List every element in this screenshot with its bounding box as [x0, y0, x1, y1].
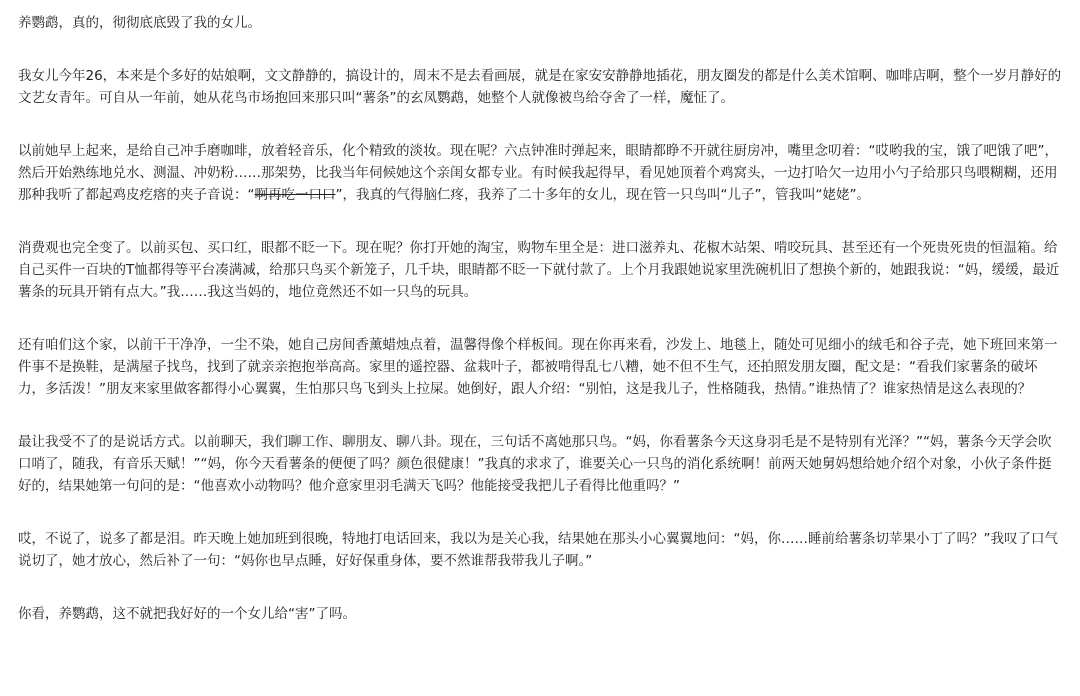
paragraph-phone-call: 哎，不说了，说多了都是泪。昨天晚上她加班到很晚，特地打电话回来，我以为是关心我，结果她在那头小心翼翼地问：“妈，你……睡前给薯条切苹果小丁了吗？”我叹了口气说切了，她才放心，然后补了一句：“妈你也早点睡，好好保重身体，要不然谁帮我带我儿子啊。” — [18, 531, 1058, 569]
paragraph-morning-routine-after: ”，我真的气得脑仁疼，我养了二十多年的女儿，现在管一只鸟叫“儿子”，管我叫“姥姥”。 — [335, 187, 870, 203]
paragraph-conversation: 最让我受不了的是说话方式。以前聊天，我们聊工作、聊朋友、聊八卦。现在，三句话不离她那只鸟。“妈，你看薯条今天这身羽毛是不是特别有光泽？”“妈，薯条今天学会吹口哨了，随我，有音乐天赋！”“妈，你今天看薯条的便便了吗？颜色很健康！”我真的求求了，谁要关心一只鸟的消化系统啊！前两天她舅妈想给她介绍个对象，小伙子条件挺好的，结果她第一句问的是：“他喜欢小动物吗？他介意家里羽毛满天飞吗？他能接受我把儿子看得比他重吗？” — [18, 434, 1052, 494]
article-body — [18, 12, 1064, 657]
struck-text: 啊再吃一口口 — [254, 187, 336, 203]
paragraph-household: 还有咱们这个家，以前干干净净，一尘不染，她自己房间香薰蜡烛点着，温馨得像个样板间。现在你再来看，沙发上、地毯上，随处可见细小的绒毛和谷子壳，她下班回来第一件事不是换鞋，是满屋子找鸟，找到了就亲亲抱抱举高高。家里的遥控器、盆栽叶子，都被啃得乱七八糟，她不但不生气，还拍照发朋友圈，配文是：“看我们家薯条的破坏力，多活泼！”朋友来家里做客都得小心翼翼，生怕那只鸟飞到头上拉屎。她倒好，跟人介绍：“别怕，这是我儿子，性格随我，热情。”谁热情了？谁家热情是这么表现的？ — [18, 337, 1058, 397]
paragraph-daughter-background: 我女儿今年26，本来是个多好的姑娘啊，文文静静的，搞设计的，周末不是去看画展，就是在家安安静静地插花，朋友圈发的都是什么美术馆啊、咖啡店啊，整个一岁月静好的文艺女青年。可自从一年前，她从花鸟市场抱回来那只叫“薯条”的玄凤鹦鹉，她整个人就像被鸟给夺舍了一样，魔怔了。 — [18, 68, 1062, 106]
paragraph-intro: 养鹦鹉，真的，彻彻底底毁了我的女儿。 — [18, 15, 261, 31]
paragraph-conclusion: 你看，养鹦鹉，这不就把我好好的一个女儿给“害”了吗。 — [18, 606, 356, 622]
paragraph-morning-routine-before: 以前她早上起来，是给自己冲手磨咖啡，放着轻音乐，化个精致的淡妆。现在呢？六点钟准时弹起来，眼睛都睁不开就往厨房冲，嘴里念叨着：“哎哟我的宝，饿了吧饿了吧”，然后开始熟练地兑水、测温、冲奶粉……那架势，比我当年伺候她这个亲闺女都专业。有时候我起得早，看见她顶着个鸡窝头，一边打哈欠一边用小勺子给那只鸟喂糊糊，还用那种我听了都起鸡皮疙瘩的夹子音说：“ — [18, 143, 1058, 203]
paragraph-morning-routine — [18, 140, 1064, 206]
paragraph-spending: 消费观也完全变了。以前买包、买口红，眼都不眨一下。现在呢？你打开她的淘宝，购物车里全是：进口滋养丸、花椒木站架、啃咬玩具、甚至还有一个死贵死贵的恒温箱。给自己买件一百块的T恤都得等平台凑满减，给那只鸟买个新笼子，几千块，眼睛都不眨一下就付款了。上个月我跟她说家里洗碗机旧了想换个新的，她跟我说：“妈，缓缓，最近薯条的玩具开销有点大。”我……我这当妈的，地位竟然还不如一只鸟的玩具。 — [18, 240, 1060, 300]
